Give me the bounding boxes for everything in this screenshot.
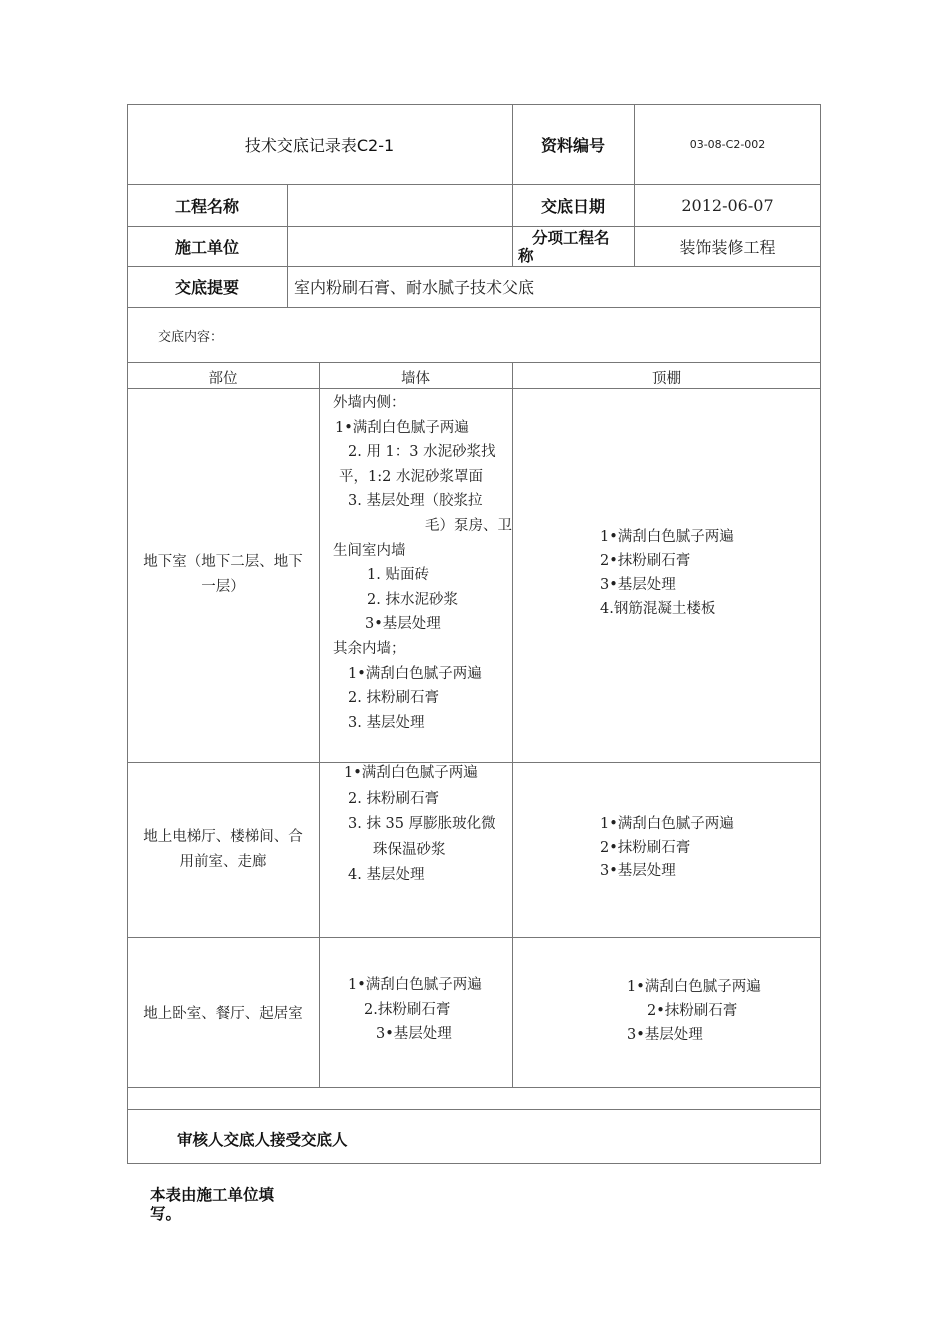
list-item: 2. 抹粉刷石膏: [348, 790, 439, 807]
list-item: 2•抹粉刷石膏: [600, 839, 691, 856]
list-item: 3•基层处理: [365, 616, 441, 633]
form-title: 技术交底记录表C2-1: [244, 135, 395, 155]
list-item: 1•满刮白色腻子两遍: [348, 665, 482, 682]
list-item: 其余内墙；: [333, 640, 406, 657]
location-line: 地上电梯厅、楼梯间、合: [143, 828, 303, 845]
footer-note: [150, 1186, 274, 1224]
list-item: 1•满刮白色腻子两遍: [348, 977, 482, 993]
contractor-value: [287, 226, 512, 266]
wall-spec-list: [333, 391, 512, 735]
content-label: 交底内容：: [158, 330, 224, 345]
list-item: 1•满刮白色腻子两遍: [335, 419, 469, 436]
summary-value: 室内粉刷石膏、耐水腻子技术父底: [294, 278, 535, 297]
header-location: 部位: [208, 371, 238, 387]
list-item: 2. 抹水泥砂浆: [367, 591, 458, 608]
location-line: 地下室（地下二层、地下: [143, 554, 303, 570]
list-item: 1•满刮白色腻子两遍: [344, 765, 478, 781]
doc-no-value: 03-08-C2-002: [689, 137, 766, 151]
list-item: 3•基层处理: [627, 1027, 703, 1043]
list-item: 3•基层处理: [376, 1026, 452, 1042]
list-item: 1•满刮白色腻子两遍: [600, 529, 734, 545]
subitem-label-line2: 称: [518, 247, 534, 265]
list-item: 3. 基层处理（胶浆拉: [348, 493, 483, 510]
table-row-location: 地上卧室、餐厅、起居室: [143, 1005, 303, 1022]
list-item: 1•满刮白色腻子两遍: [627, 979, 761, 995]
list-item: 3•基层处理: [600, 863, 676, 879]
list-item: 4. 基层处理: [348, 867, 425, 883]
list-item: 生间室内墙: [333, 542, 406, 559]
contractor-label: 施工单位: [174, 237, 239, 257]
rule: [127, 362, 821, 363]
rule: [127, 307, 821, 308]
wall-spec-list: [348, 973, 482, 1047]
doc-no-label: 资料编号: [540, 135, 605, 155]
wall-spec-list: [333, 761, 496, 889]
rule: [127, 1109, 821, 1110]
list-item: 2•抹粉刷石膏: [600, 553, 691, 569]
date-label: 交底日期: [540, 196, 605, 216]
location-line: 用前室、走廊: [179, 853, 267, 870]
footer-note-line2: 写。: [150, 1205, 182, 1223]
table-row-location: [127, 762, 319, 937]
ceiling-spec-list: [627, 975, 761, 1047]
rule: [319, 362, 320, 1087]
rule: [127, 1087, 821, 1088]
list-item: 2. 抹粉刷石膏: [348, 690, 439, 707]
list-item: 2•抹粉刷石膏: [647, 1003, 738, 1019]
list-item: 外墙内侧：: [333, 395, 406, 411]
signature-line: 审核人交底人接受交底人: [177, 1131, 348, 1149]
header-wall: 墙体: [401, 371, 430, 387]
project-name-value: [287, 184, 512, 226]
subitem-label-line1: 分项工程名: [532, 229, 610, 247]
list-item: 3•基层处理: [600, 577, 676, 593]
list-item: 3. 抹 35 厚膨胀玻化微: [348, 816, 496, 832]
list-item: 3. 基层处理: [348, 714, 425, 731]
ceiling-spec-list: [600, 525, 734, 621]
list-item: 1. 贴面砖: [367, 567, 429, 584]
project-name-label: 工程名称: [174, 196, 239, 216]
list-item: 1•满刮白色腻子两遍: [600, 816, 734, 832]
list-item: 毛）泵房、卫: [425, 517, 512, 534]
footer-note-line1: 本表由施工单位填: [150, 1186, 275, 1204]
subitem-label: [518, 229, 630, 265]
table-row-location: [127, 388, 319, 762]
header-ceiling: 顶棚: [652, 371, 681, 387]
date-value: 2012-06-07: [681, 195, 774, 215]
list-item: 4.钢筋混凝土楼板: [600, 601, 716, 617]
list-item: 珠保温砂浆: [373, 841, 446, 858]
list-item: 2. 用 1：3 水泥砂浆找: [348, 444, 496, 461]
summary-label: 交底提要: [174, 278, 239, 297]
subitem-value: 装饰装修工程: [679, 237, 776, 257]
location-line: 一层）: [201, 579, 245, 595]
list-item: 平，1:2 水泥砂浆罩面: [339, 468, 483, 485]
ceiling-spec-list: [600, 813, 734, 884]
rule: [512, 362, 513, 1087]
list-item: 2.抹粉刷石膏: [364, 1001, 451, 1018]
